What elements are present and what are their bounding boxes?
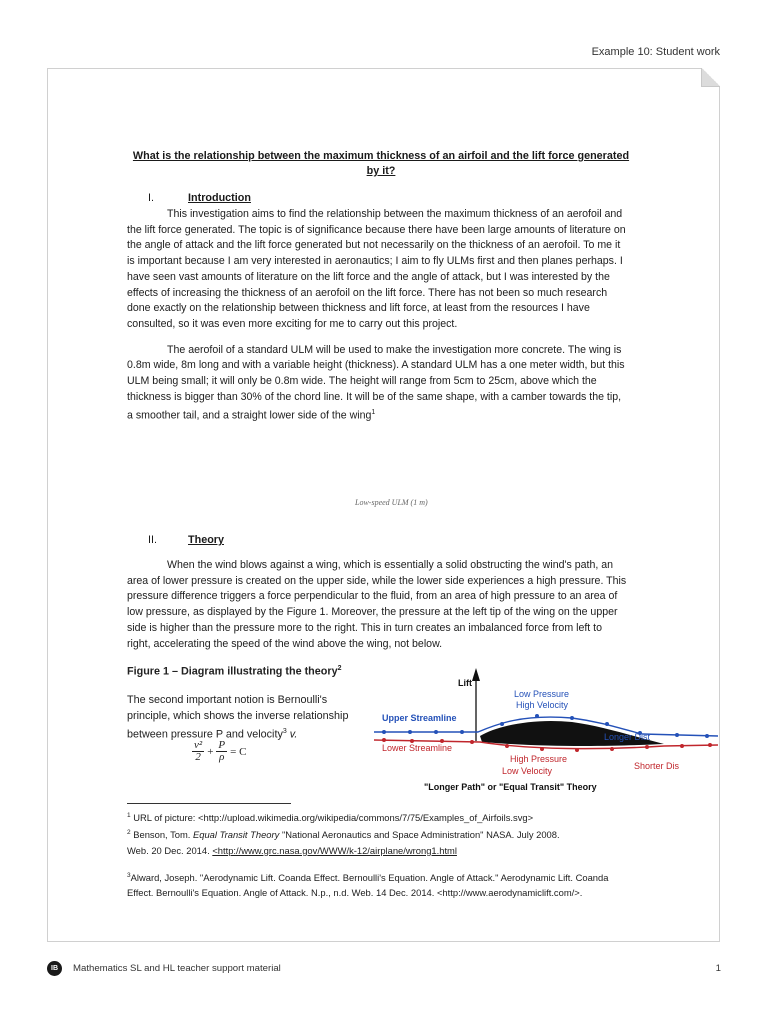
bernoulli-paragraph <box>127 692 367 743</box>
footnote-2-link[interactable]: <http://www.grc.nasa.gov/WWW/k-12/airplane/wrong1.html <box>212 844 457 856</box>
diagram-lower-streamline: Lower Streamline <box>382 743 453 753</box>
footnote-2 <box>127 825 627 858</box>
formula-plus: + <box>207 745 214 758</box>
airfoil-diagram <box>372 666 718 796</box>
image-caption: Low-speed ULM (1 m) <box>355 498 428 507</box>
diagram-shorter-dis: Shorter Dis <box>634 761 680 771</box>
ib-logo-icon: IB <box>47 961 62 976</box>
footnote-ref-2: 2 <box>337 665 342 672</box>
section-heading-theory <box>148 534 224 546</box>
intro-paragraph-1: This investigation aims to find the relationship between the maximum thickness of an aerofoil and the lift force generated. The topic is of significance because there have been large amounts of literature on the angle of attack and the lift force generated but not necessarily on the thickness of an aerofoil. To me it is important because I am very interested in aeronautics; I aim to fly ULMs first and then planes perhaps. I have seen vast amounts of literature on the lift force and the angle of attack, but I was interested by the effects of increasing the thickness of an aerofoil on the lift force. There has not been so much research done exactly on the relationship between thickness and lift force, at least from the resources I have consulted, so it was even more exciting for me to carry out this project. <box>127 208 626 330</box>
footnote-2-author: Benson, Tom. <box>133 829 191 841</box>
velocity-symbol: v. <box>289 728 298 741</box>
bernoulli-formula <box>192 740 249 763</box>
section-number: I. <box>148 192 154 204</box>
introduction-body <box>127 207 627 425</box>
formula-two: 2 <box>195 751 201 763</box>
document-title: What is the relationship between the maximum thickness of an airfoil and the lift force generated by it? <box>132 150 630 177</box>
footnote-2-marker: 2 <box>127 829 131 837</box>
section-heading-introduction <box>148 192 251 204</box>
bernoulli-text: The second important notion is Bernoulli's principle, which shows the inverse relationship between pressure P and velocity <box>127 694 349 741</box>
section-number: II. <box>148 534 157 546</box>
formula-equals-c: = C <box>230 745 247 758</box>
footnote-1-marker: 1 <box>127 812 131 819</box>
lift-arrow-head <box>472 668 480 681</box>
page-fold-corner <box>701 68 720 87</box>
figure-title-text: Figure 1 – Diagram illustrating the theory <box>127 665 338 678</box>
diagram-low-velocity: Low Velocity <box>502 766 553 776</box>
figure-title <box>127 665 342 678</box>
footnotes <box>127 808 627 900</box>
footnote-3 <box>127 868 627 901</box>
footnote-3-text: Alward, Joseph. "Aerodynamic Lift. Coanda Effect. Bernoulli's Equation. Angle of Attack." Aerodynamic Lift. Coanda Effect. Bernoulli's Equation. Angle of Attack. N.p., n.d. Web. 14 Dec. 2014. <http://www.aerodynamiclift.com/>. <box>127 871 609 899</box>
diagram-high-velocity: High Velocity <box>516 700 569 710</box>
footnote-2-title: Equal Transit Theory <box>193 829 280 841</box>
section-title: Theory <box>188 534 224 546</box>
intro-paragraph-2 <box>127 343 627 425</box>
footnote-divider <box>127 803 291 804</box>
page-header-label: Example 10: Student work <box>591 46 720 58</box>
formula-rho: ρ <box>219 751 225 763</box>
diagram-theory-caption: "Longer Path" or "Equal Transit" Theory <box>424 782 597 792</box>
theory-body <box>127 558 627 652</box>
formula-v-squared: v² <box>194 739 203 751</box>
page-footer <box>47 962 721 980</box>
formula-p: P <box>218 739 226 751</box>
footnote-2-rest: "National Aeronautics and Space Administration" NASA. July 2008. <box>281 829 560 841</box>
theory-paragraph-1: When the wind blows against a wing, which is essentially a solid obstructing the wind's path, an area of lower pressure is created on the upper side, while the lower side experiences a high pressure. This pressure difference triggers a force perpendicular to the fluid, from an area of high pressure to an area of low pressure, as displayed by the Figure 1. Moreover, the pressure at the left tip of the wing on the upper side is higher than the pressure more to the right. This in turn creates an imbalanced force from left to right, accelerating the speed of the wind above the wing, not below. <box>127 559 627 650</box>
intro-paragraph-2-text: The aerofoil of a standard ULM will be used to make the investigation more concrete. The wing is 0.8m wide, 8m long and with a variable height (thickness). A standard ULM has a one meter width, but this ULM being small; it will only be 0.8m wide. The height will range from 5cm to 25cm, above which the thickness is bigger than 30% of the chord line. It will be of the same shape, with a camber towards the tip, a smoother tail, and a straight lower side of the wing <box>127 343 625 422</box>
diagram-upper-streamline: Upper Streamline <box>382 713 457 723</box>
footnote-1-text: URL of picture: <http://upload.wikimedia.org/wikipedia/commons/7/75/Examples_of_Airfoils.svg> <box>133 812 534 824</box>
diagram-lift-label: Lift <box>458 678 472 688</box>
diagram-high-pressure: High Pressure <box>510 754 568 764</box>
footnote-ref-3: 3 <box>282 728 287 735</box>
page-number: 1 <box>715 963 721 974</box>
footnote-2-line2: Web. 20 Dec. 2014. <box>127 844 210 856</box>
footnote-1 <box>127 808 627 825</box>
diagram-low-pressure: Low Pressure <box>514 689 570 699</box>
footnote-3-marker: 3 <box>127 871 131 879</box>
diagram-longer-dist: Longer Dist <box>604 732 651 742</box>
footer-title: Mathematics SL and HL teacher support material <box>73 963 281 974</box>
footnote-ref-1: 1 <box>371 409 376 417</box>
section-title: Introduction <box>188 192 251 204</box>
